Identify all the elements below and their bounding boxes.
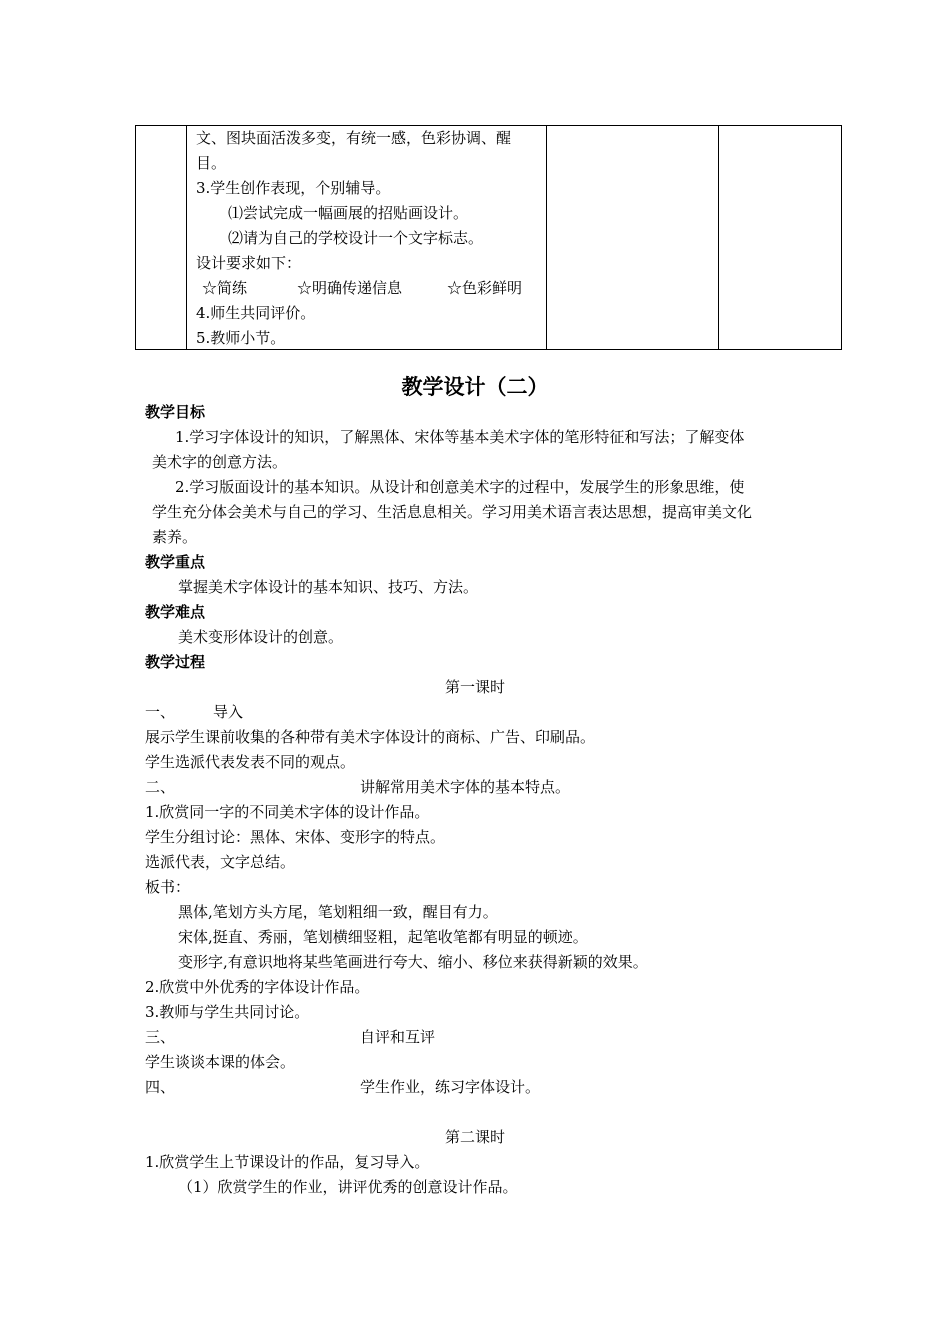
paragraph-line: 1.欣赏同一字的不同美术字体的设计作品。 xyxy=(145,803,430,821)
section-title: 学生作业，练习字体设计。 xyxy=(360,1078,541,1096)
paragraph-line: 美术变形体设计的创意。 xyxy=(178,628,344,646)
paragraph-line: 3.教师与学生共同讨论。 xyxy=(145,1003,310,1021)
paragraph-line: 1.学习字体设计的知识，了解黑体、宋体等基本美术字体的笔形特征和写法；了解变体 xyxy=(175,428,745,446)
paragraph-line: 美术字的创意方法。 xyxy=(152,453,288,471)
goal-heading: 教学目标 xyxy=(145,403,206,421)
table-line: ⑴尝试完成一幅画展的招贴画设计。 xyxy=(228,204,469,222)
table-line: 目。 xyxy=(196,154,227,172)
paragraph-line: 掌握美术字体设计的基本知识、技巧、方法。 xyxy=(178,578,479,596)
paragraph-line: 学生充分体会美术与自己的学习、生活息息相关。学习用美术语言表达思想，提高审美文化 xyxy=(152,503,753,521)
paragraph-line: 选派代表，文字总结。 xyxy=(145,853,296,871)
table-line: 3.学生创作表现，个别辅导。 xyxy=(196,179,391,197)
paragraph-line: 学生选派代表发表不同的观点。 xyxy=(145,753,356,771)
section-title: 自评和互评 xyxy=(360,1028,436,1046)
table-divider xyxy=(546,126,547,349)
section-number: 二、 xyxy=(145,778,176,796)
paragraph-line: 素养。 xyxy=(152,528,198,546)
document-title: 教学设计（二） xyxy=(401,375,549,399)
table-divider xyxy=(718,126,719,349)
table-line: ☆明确传递信息 xyxy=(297,279,403,297)
paragraph-line: 宋体,挺直、秀丽，笔划横细竖粗，起笔收笔都有明显的顿迹。 xyxy=(178,928,588,946)
lesson-table xyxy=(135,125,842,350)
lesson-1-title: 第一课时 xyxy=(444,678,505,696)
lesson-2-title: 第二课时 xyxy=(444,1128,505,1146)
table-line: ☆简练 xyxy=(202,279,248,297)
key-heading: 教学重点 xyxy=(145,553,206,571)
paragraph-line: 2.欣赏中外优秀的字体设计作品。 xyxy=(145,978,370,996)
table-line: 5.教师小节。 xyxy=(196,329,286,347)
section-number: 四、 xyxy=(145,1078,176,1096)
table-divider xyxy=(186,126,187,349)
table-line: 设计要求如下： xyxy=(196,254,302,272)
table-line: 4.师生共同评价。 xyxy=(196,304,316,322)
paragraph-line: 学生谈谈本课的体会。 xyxy=(145,1053,296,1071)
section-number: 一、 xyxy=(145,703,176,721)
paragraph-line: 学生分组讨论：黑体、宋体、变形字的特点。 xyxy=(145,828,446,846)
table-line: ☆色彩鲜明 xyxy=(447,279,523,297)
table-line: 文、图块面活泼多变，有统一感，色彩协调、醒 xyxy=(196,129,512,147)
paragraph-line: 展示学生课前收集的各种带有美术字体设计的商标、广告、印刷品。 xyxy=(145,728,596,746)
paragraph-line: 板书： xyxy=(145,878,191,896)
section-title: 导入 xyxy=(213,703,244,721)
paragraph-line: 2.学习版面设计的基本知识。从设计和创意美术字的过程中，发展学生的形象思维，使 xyxy=(175,478,745,496)
paragraph-line: 变形字,有意识地将某些笔画进行夸大、缩小、移位来获得新颖的效果。 xyxy=(178,953,648,971)
paragraph-line: 黑体,笔划方头方尾，笔划粗细一致，醒目有力。 xyxy=(178,903,498,921)
process-heading: 教学过程 xyxy=(145,653,206,671)
section-number: 三、 xyxy=(145,1028,176,1046)
paragraph-line: 1.欣赏学生上节课设计的作品，复习导入。 xyxy=(145,1153,430,1171)
difficulty-heading: 教学难点 xyxy=(145,603,206,621)
paragraph-line: （1）欣赏学生的作业，讲评优秀的创意设计作品。 xyxy=(178,1178,518,1196)
section-title: 讲解常用美术字体的基本特点。 xyxy=(360,778,571,796)
table-line: ⑵请为自己的学校设计一个文字标志。 xyxy=(228,229,484,247)
